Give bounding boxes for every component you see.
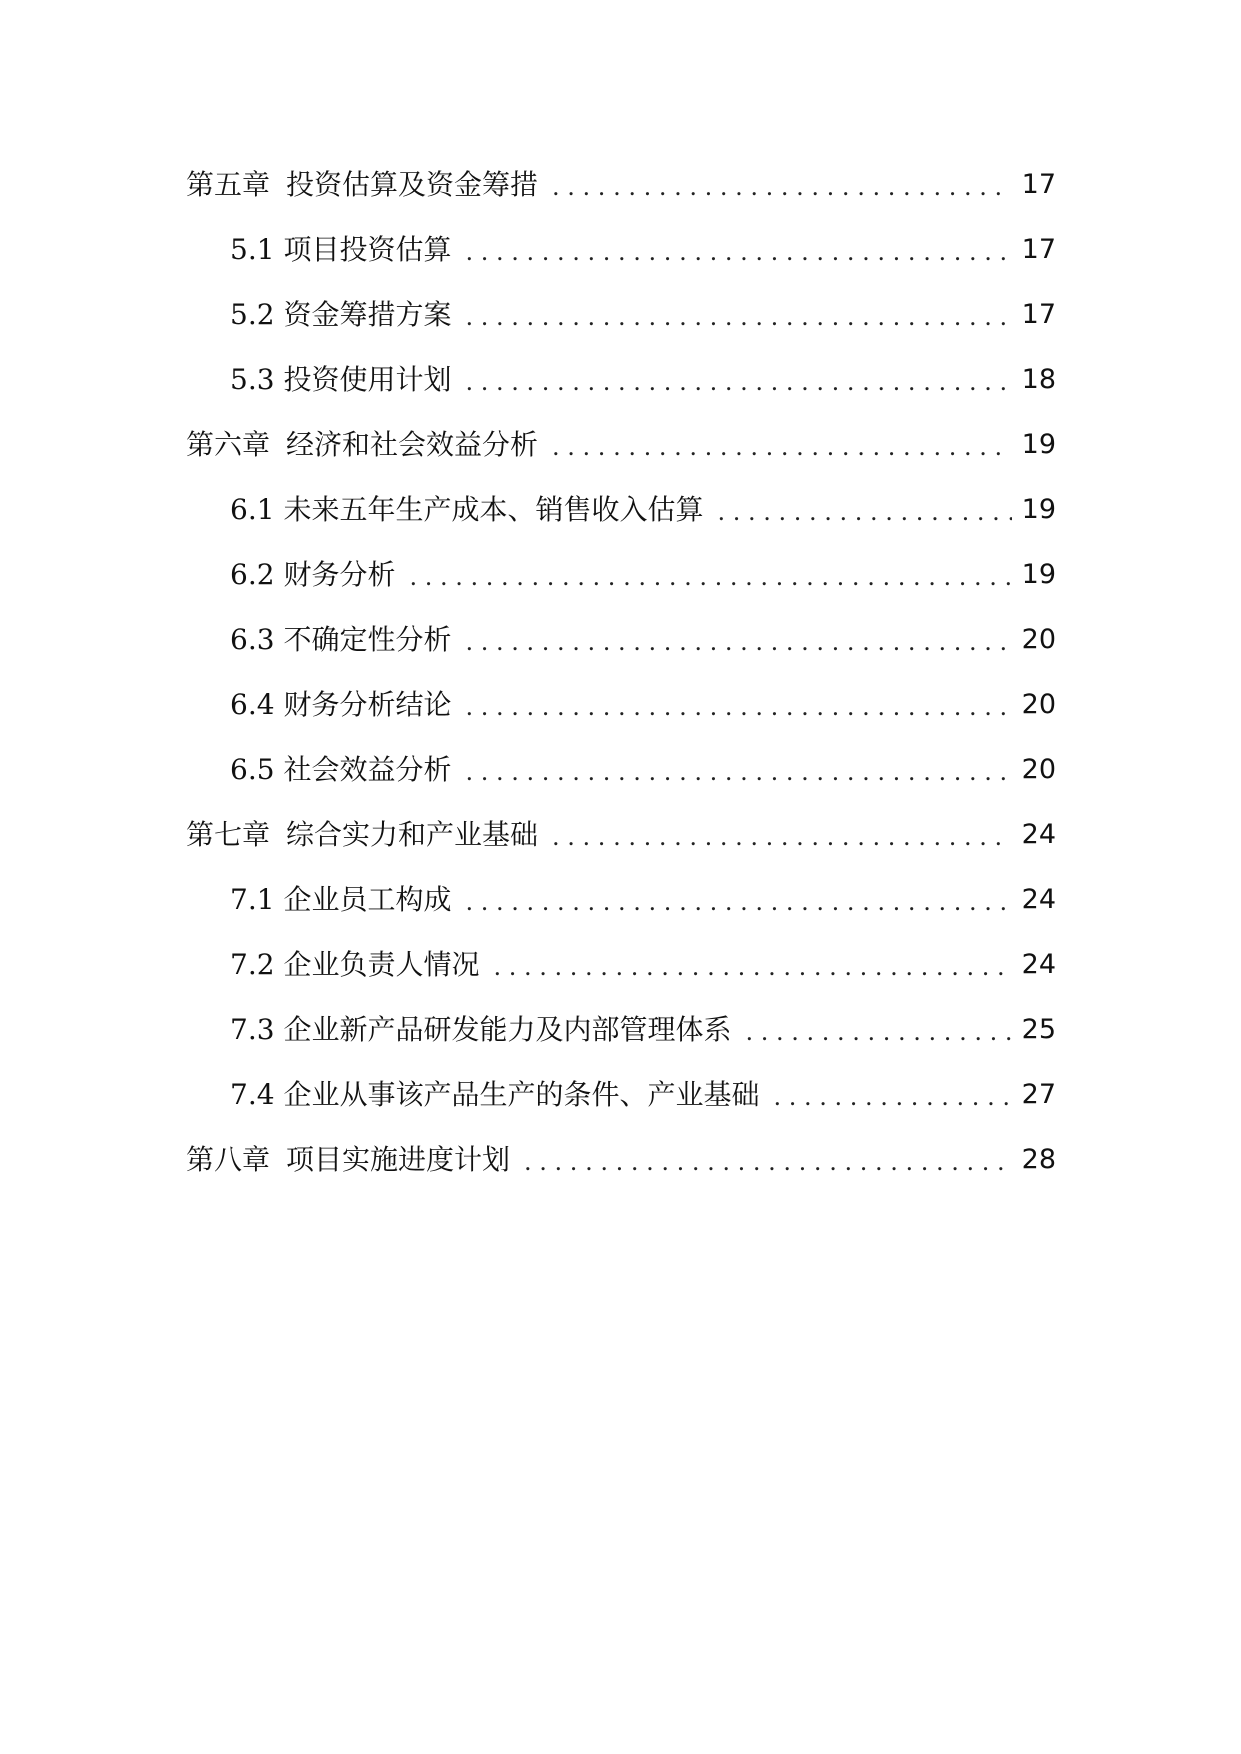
dot-leader bbox=[465, 305, 1012, 329]
toc-entry-title: 项目投资估算 bbox=[283, 232, 452, 266]
toc-entry-title: 项目实施进度计划 bbox=[286, 1142, 511, 1176]
toc-entry-title: 投资估算及资金筹措 bbox=[286, 167, 539, 201]
toc-page-number: 28 bbox=[1021, 1144, 1056, 1175]
toc-page-number: 19 bbox=[1021, 429, 1056, 460]
dot-leader bbox=[409, 565, 1012, 589]
toc-entry-6-3[interactable] bbox=[186, 607, 1056, 672]
toc-entry-number: 5.3 bbox=[230, 362, 275, 396]
table-of-contents bbox=[186, 152, 1056, 1192]
dot-leader bbox=[465, 240, 1012, 264]
toc-entry-number: 6.2 bbox=[230, 557, 275, 591]
toc-page-number: 19 bbox=[1021, 494, 1056, 525]
toc-entry-5-1[interactable] bbox=[186, 217, 1056, 282]
dot-leader bbox=[524, 1150, 1012, 1174]
toc-page-number: 20 bbox=[1021, 624, 1056, 655]
dot-leader bbox=[773, 1085, 1012, 1109]
toc-entry-title: 社会效益分析 bbox=[283, 752, 452, 786]
dot-leader bbox=[465, 760, 1012, 784]
toc-page-number: 27 bbox=[1021, 1079, 1056, 1110]
toc-entry-title: 企业负责人情况 bbox=[283, 947, 480, 981]
toc-page-number: 18 bbox=[1021, 364, 1056, 395]
toc-entry-title: 资金筹措方案 bbox=[283, 297, 452, 331]
toc-page-number: 19 bbox=[1021, 559, 1056, 590]
toc-entry-6-1[interactable] bbox=[186, 477, 1056, 542]
toc-entry-title: 经济和社会效益分析 bbox=[286, 427, 539, 461]
dot-leader bbox=[465, 695, 1012, 719]
dot-leader bbox=[465, 890, 1012, 914]
toc-entry-title: 未来五年生产成本、销售收入估算 bbox=[283, 492, 704, 526]
toc-page-number: 25 bbox=[1021, 1014, 1056, 1045]
toc-entry-number: 6.3 bbox=[230, 622, 275, 656]
toc-page-number: 20 bbox=[1021, 689, 1056, 720]
toc-entry-number: 6.5 bbox=[230, 752, 275, 786]
toc-entry-number: 7.3 bbox=[230, 1012, 275, 1046]
toc-entry-7-1[interactable] bbox=[186, 867, 1056, 932]
toc-entry-number: 第五章 bbox=[186, 167, 271, 201]
toc-entry-chapter-7[interactable] bbox=[186, 802, 1056, 867]
toc-entry-number: 第七章 bbox=[186, 817, 271, 851]
toc-entry-number: 6.4 bbox=[230, 687, 275, 721]
toc-entry-title: 企业从事该产品生产的条件、产业基础 bbox=[283, 1077, 760, 1111]
toc-entry-6-5[interactable] bbox=[186, 737, 1056, 802]
toc-page-number: 24 bbox=[1021, 949, 1056, 980]
toc-entry-number: 7.4 bbox=[230, 1077, 275, 1111]
toc-entry-title: 不确定性分析 bbox=[283, 622, 452, 656]
dot-leader bbox=[552, 435, 1012, 459]
toc-entry-7-2[interactable] bbox=[186, 932, 1056, 997]
toc-entry-7-3[interactable] bbox=[186, 997, 1056, 1062]
toc-entry-title: 企业员工构成 bbox=[283, 882, 452, 916]
dot-leader bbox=[465, 630, 1012, 654]
toc-entry-title: 综合实力和产业基础 bbox=[286, 817, 539, 851]
toc-entry-title: 投资使用计划 bbox=[283, 362, 452, 396]
toc-entry-5-3[interactable] bbox=[186, 347, 1056, 412]
toc-entry-6-4[interactable] bbox=[186, 672, 1056, 737]
toc-page-number: 20 bbox=[1021, 754, 1056, 785]
toc-entry-number: 7.1 bbox=[230, 882, 275, 916]
toc-page-number: 17 bbox=[1021, 169, 1056, 200]
toc-entry-number: 第八章 bbox=[186, 1142, 271, 1176]
toc-entry-6-2[interactable] bbox=[186, 542, 1056, 607]
toc-entry-number: 6.1 bbox=[230, 492, 275, 526]
toc-entry-chapter-6[interactable] bbox=[186, 412, 1056, 477]
dot-leader bbox=[745, 1020, 1012, 1044]
toc-entry-title: 财务分析结论 bbox=[283, 687, 452, 721]
dot-leader bbox=[465, 370, 1012, 394]
toc-entry-title: 财务分析 bbox=[283, 557, 396, 591]
toc-entry-7-4[interactable] bbox=[186, 1062, 1056, 1127]
dot-leader bbox=[552, 825, 1012, 849]
dot-leader bbox=[493, 955, 1012, 979]
toc-entry-number: 5.1 bbox=[230, 232, 275, 266]
toc-page-number: 17 bbox=[1021, 299, 1056, 330]
toc-page-number: 24 bbox=[1021, 819, 1056, 850]
dot-leader bbox=[552, 175, 1012, 199]
toc-entry-5-2[interactable] bbox=[186, 282, 1056, 347]
toc-page-number: 24 bbox=[1021, 884, 1056, 915]
toc-entry-title: 企业新产品研发能力及内部管理体系 bbox=[283, 1012, 732, 1046]
toc-entry-number: 7.2 bbox=[230, 947, 275, 981]
toc-entry-chapter-5[interactable] bbox=[186, 152, 1056, 217]
toc-page-number: 17 bbox=[1021, 234, 1056, 265]
toc-entry-number: 第六章 bbox=[186, 427, 271, 461]
toc-entry-number: 5.2 bbox=[230, 297, 275, 331]
dot-leader bbox=[717, 500, 1012, 524]
toc-entry-chapter-8[interactable] bbox=[186, 1127, 1056, 1192]
